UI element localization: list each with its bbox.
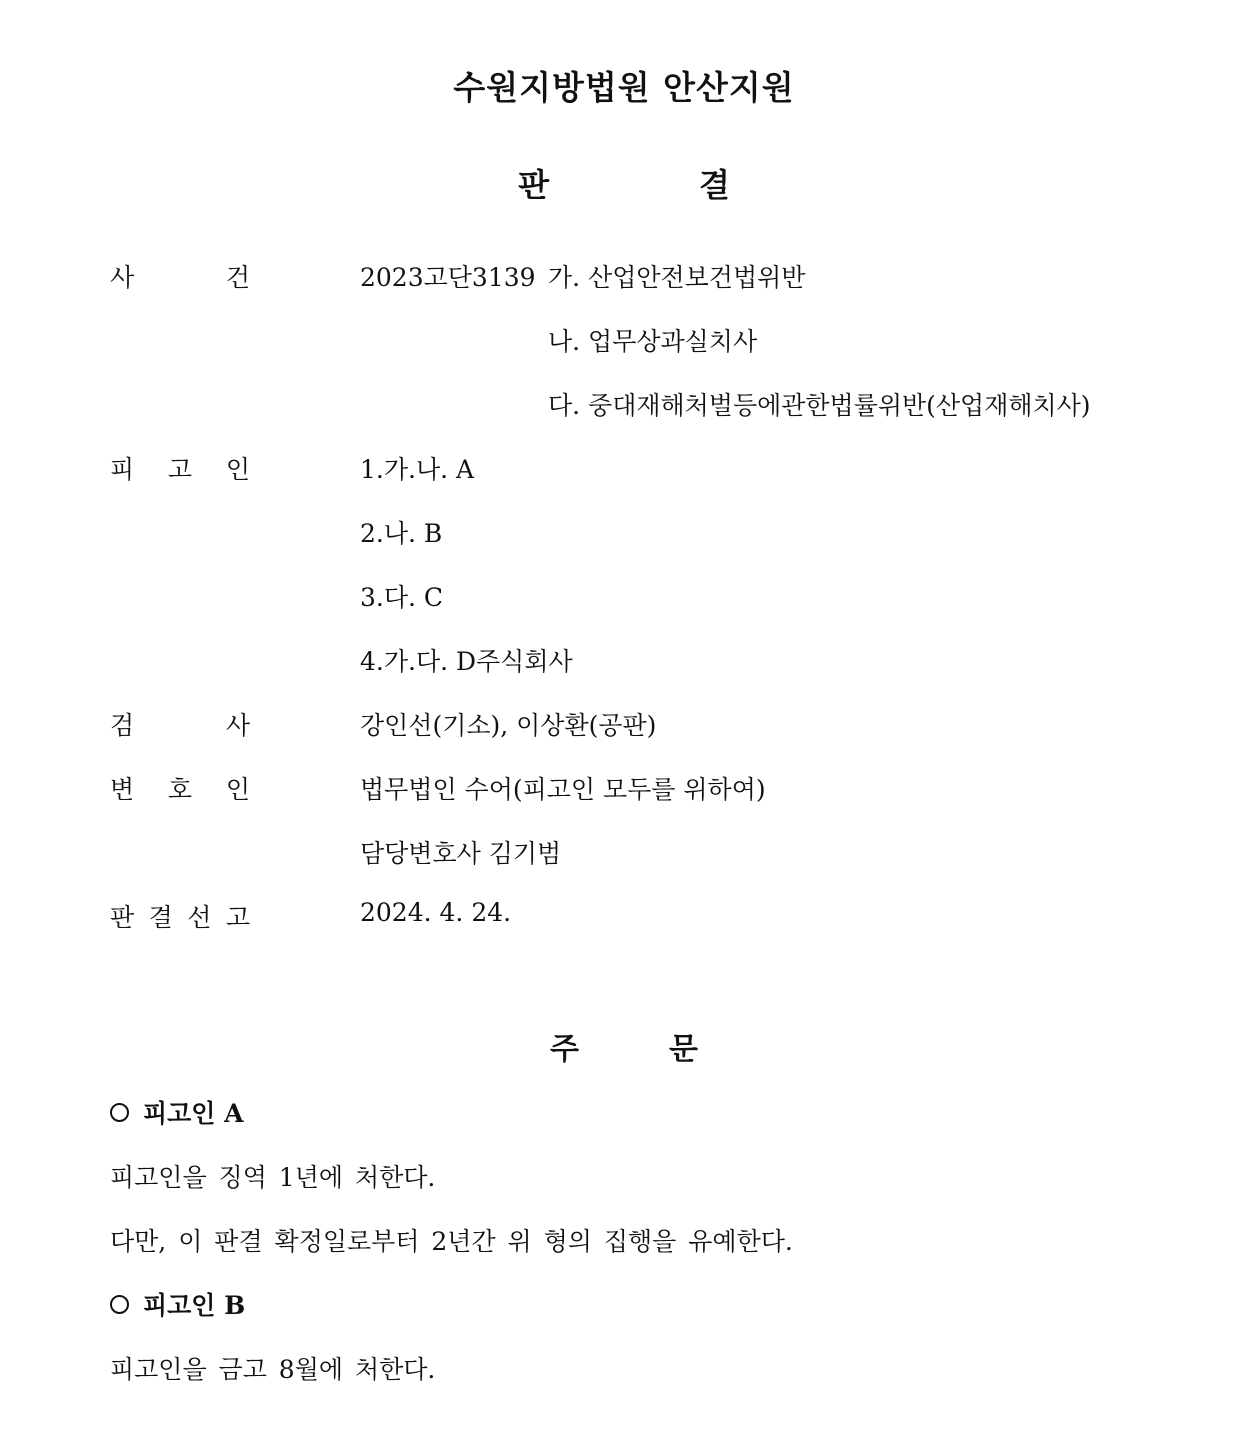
- prosecutor-value: 강인선(기소), 이상환(공판): [360, 711, 657, 740]
- case-row: [0, 386, 1248, 426]
- case-row: [0, 322, 1248, 362]
- prosecutor-label: 검 사: [110, 711, 250, 740]
- document-title-char: 판: [518, 166, 549, 204]
- defendant-row: [0, 514, 1248, 554]
- court-name: 수원지방법원 안산지원: [453, 68, 795, 107]
- charge-item: 가. 산업안전보건법위반: [548, 263, 806, 292]
- disposition-line: 피고인을 금고 8월에 처한다.: [110, 1355, 436, 1384]
- defendants-label: 피 고 인: [110, 455, 250, 484]
- defendant-item: 2.나. B: [360, 519, 443, 548]
- case-label: 사 건: [110, 263, 250, 292]
- disposition-heading: 피고인 B: [110, 1286, 245, 1322]
- prosecutor-row: [0, 706, 1248, 746]
- defendant-item: 4.가.다. D주식회사: [360, 647, 573, 676]
- defendant-item: 1.가.나. A: [360, 455, 475, 484]
- counsel-attorney: 담당변호사 김기범: [360, 839, 562, 868]
- charge-item: 다. 중대재해처벌등에관한법률위반(산업재해치사): [548, 391, 1091, 420]
- counsel-row: [0, 770, 1248, 810]
- document-title: [0, 160, 1248, 206]
- counsel-row: [0, 834, 1248, 874]
- disposition-heading: 피고인 A: [110, 1094, 244, 1130]
- defendant-row: [0, 578, 1248, 618]
- defendant-item: 3.다. C: [360, 583, 444, 612]
- defendant-row: [0, 450, 1248, 490]
- disposition-line: 다만, 이 판결 확정일로부터 2년간 위 형의 집행을 유예한다.: [110, 1227, 793, 1256]
- charge-item: 나. 업무상과실치사: [548, 327, 758, 356]
- circle-bullet-icon: [110, 1295, 129, 1314]
- judgment-date-row: [0, 898, 1248, 938]
- judgment-date-label: 판 결 선 고: [110, 903, 250, 932]
- counsel-firm: 법무법인 수어(피고인 모두를 위하여): [360, 775, 766, 804]
- judgment-date-value: 2024. 4. 24.: [360, 898, 512, 927]
- disposition-line: 피고인을 징역 1년에 처한다.: [110, 1163, 436, 1192]
- defendant-row: [0, 642, 1248, 682]
- counsel-label: 변 호 인: [110, 775, 250, 804]
- case-row: [0, 258, 1248, 298]
- circle-bullet-icon: [110, 1103, 129, 1122]
- case-number: 2023고단3139: [360, 263, 536, 292]
- disposition-title: 주 문: [550, 1032, 698, 1067]
- document-title-char: 결: [699, 166, 730, 204]
